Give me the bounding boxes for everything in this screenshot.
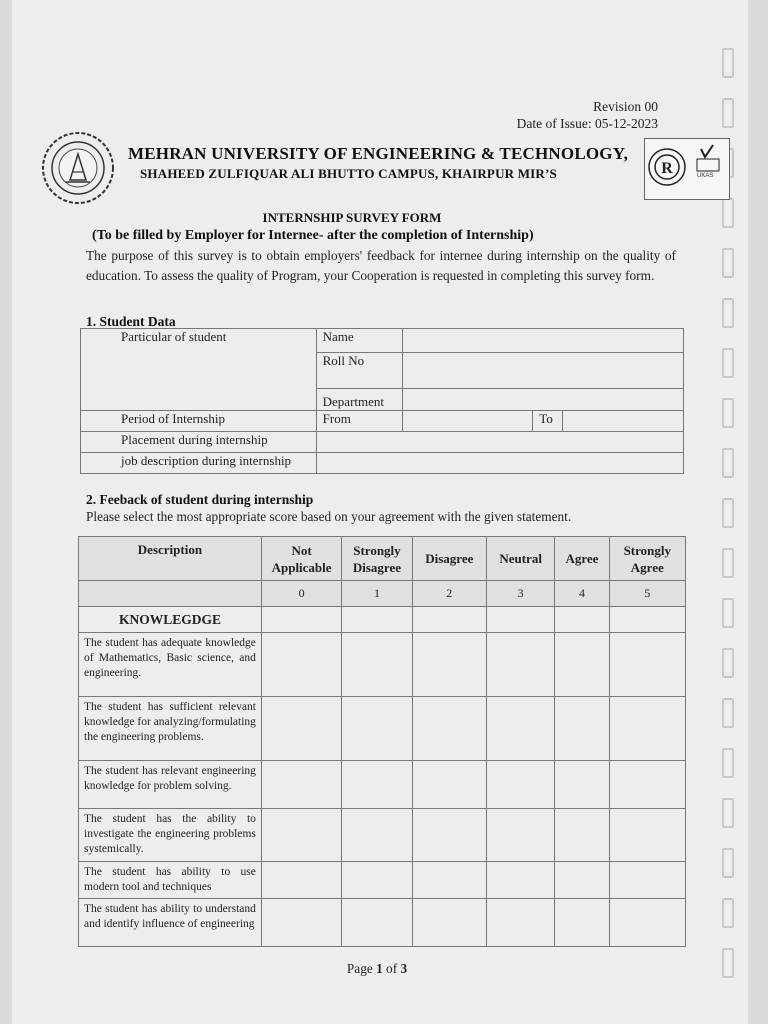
score-cell[interactable]: [486, 697, 554, 761]
to-field[interactable]: [563, 411, 684, 432]
score-cell[interactable]: [261, 761, 341, 809]
header-line: Disagree: [352, 559, 402, 575]
strongly-disagree-header: [342, 537, 412, 581]
campus-name: SHAHEED ZULFIQUAR ALI BHUTTO CAMPUS, KHAIRPUR MIR’S: [140, 166, 557, 181]
revision-block: [517, 98, 658, 132]
roll-no-label: Roll No: [316, 353, 402, 389]
score-cell[interactable]: [412, 697, 486, 761]
score-3: 3: [486, 581, 554, 607]
score-cell[interactable]: [555, 697, 609, 761]
student-data-table: [80, 328, 684, 474]
score-cell[interactable]: [412, 899, 486, 947]
page-label: Page: [346, 961, 377, 976]
binder-hole: [722, 198, 734, 228]
particular-label: Particular of student: [81, 329, 317, 411]
score-cell[interactable]: [342, 899, 412, 947]
neutral-header: Neutral: [486, 537, 554, 581]
section-2-heading: 2. Feeback of student during internship: [86, 492, 314, 507]
score-cell[interactable]: [609, 809, 685, 862]
score-cell[interactable]: [342, 607, 412, 633]
binder-hole: [722, 348, 734, 378]
page-number: 1: [376, 961, 383, 976]
header-line: Strongly: [623, 542, 671, 558]
knowledge-category: KNOWLEGDGE: [79, 607, 262, 633]
revision-label: Revision 00: [593, 99, 658, 114]
binder-hole: [722, 698, 734, 728]
department-label: Department: [316, 389, 402, 411]
page-footer: [12, 961, 742, 977]
university-name: MEHRAN UNIVERSITY OF ENGINEERING & TECHNOLOGY,: [128, 144, 629, 163]
agree-header: Agree: [555, 537, 609, 581]
score-cell[interactable]: [342, 809, 412, 862]
score-cell[interactable]: [261, 633, 341, 697]
form-title: INTERNSHIP SURVEY FORM: [262, 210, 442, 225]
score-cell[interactable]: [486, 899, 554, 947]
roll-no-field[interactable]: [402, 353, 683, 389]
score-cell[interactable]: [609, 761, 685, 809]
header-line: Applicable: [271, 559, 332, 575]
description-header: Description: [79, 537, 262, 581]
strongly-agree-header: [609, 537, 685, 581]
binder-hole: [722, 548, 734, 578]
disagree-header: Disagree: [412, 537, 486, 581]
binder-hole: [722, 798, 734, 828]
page-total: 3: [400, 961, 408, 976]
ukas-mark: UKAS: [697, 173, 714, 179]
score-cell[interactable]: [261, 697, 341, 761]
binder-hole: [722, 398, 734, 428]
certification-seal-icon: [645, 139, 729, 199]
binder-hole: [722, 598, 734, 628]
name-label: Name: [316, 329, 402, 353]
score-cell[interactable]: [555, 761, 609, 809]
binder-hole: [722, 498, 734, 528]
score-cell[interactable]: [486, 761, 554, 809]
score-cell[interactable]: [555, 607, 609, 633]
purpose-paragraph: The purpose of this survey is to obtain employers' feedback for internee during internship on the quality of education. To assess the quality of Program, your Cooperation is requested in completing this survey form.: [86, 248, 676, 283]
binder-hole: [722, 298, 734, 328]
section-1-heading: 1. Student Data: [86, 314, 176, 329]
binder-hole: [722, 98, 734, 128]
score-cell[interactable]: [261, 861, 341, 898]
score-cell[interactable]: [412, 633, 486, 697]
section-2-instruction: Please select the most appropriate score based on your agreement with the given statement.: [86, 509, 572, 524]
binder-hole: [722, 48, 734, 78]
score-cell[interactable]: [609, 607, 685, 633]
of-label: of: [382, 961, 401, 976]
statement-4: The student has the ability to investigate the engineering problems systemically.: [79, 809, 262, 862]
date-of-issue: Date of Issue: 05-12-2023: [516, 116, 658, 131]
score-0: 0: [261, 581, 341, 607]
binder-hole: [722, 248, 734, 278]
binder-hole: [722, 748, 734, 778]
score-2: 2: [412, 581, 486, 607]
score-cell[interactable]: [486, 633, 554, 697]
statement-3: The student has relevant engineering knowledge for problem solving.: [79, 761, 262, 809]
score-cell[interactable]: [412, 761, 486, 809]
to-label: To: [533, 411, 563, 432]
binder-hole: [722, 648, 734, 678]
score-cell[interactable]: [261, 899, 341, 947]
score-5: 5: [609, 581, 685, 607]
period-label: Period of Internship: [81, 411, 317, 432]
score-cell[interactable]: [342, 761, 412, 809]
score-cell[interactable]: [261, 607, 341, 633]
score-cell[interactable]: [555, 633, 609, 697]
score-cell[interactable]: [609, 899, 685, 947]
score-cell[interactable]: [486, 809, 554, 862]
from-label: From: [316, 411, 402, 432]
binder-hole: [722, 448, 734, 478]
placement-label: Placement during internship: [81, 432, 317, 453]
score-cell[interactable]: [609, 697, 685, 761]
score-cell[interactable]: [261, 809, 341, 862]
certification-badge: [644, 138, 730, 200]
header-line: Agree: [630, 559, 664, 575]
score-1: 1: [342, 581, 412, 607]
score-cell[interactable]: [412, 809, 486, 862]
score-cell[interactable]: [609, 861, 685, 898]
score-cell[interactable]: [342, 633, 412, 697]
binder-hole: [722, 848, 734, 878]
svg-text:R: R: [661, 160, 673, 177]
placement-field[interactable]: [316, 432, 683, 453]
score-cell[interactable]: [555, 809, 609, 862]
score-cell[interactable]: [486, 861, 554, 898]
statement-5: The student has ability to use modern tool and techniques: [79, 861, 262, 898]
score-4: 4: [555, 581, 609, 607]
header-line: Strongly: [353, 542, 401, 558]
statement-1: The student has adequate knowledge of Mathematics, Basic science, and engineering.: [79, 633, 262, 697]
binder-hole: [722, 898, 734, 928]
not-applicable-header: [261, 537, 341, 581]
statement-6: The student has ability to understand and identify influence of engineering: [79, 899, 262, 947]
department-field[interactable]: [402, 389, 683, 411]
feedback-table: [78, 536, 686, 947]
statement-2: The student has sufficient relevant knowledge for analyzing/formulating the engineering problems.: [79, 697, 262, 761]
job-description-field[interactable]: [316, 453, 683, 474]
score-cell[interactable]: [555, 899, 609, 947]
score-cell[interactable]: [412, 607, 486, 633]
score-header-blank: [79, 581, 262, 607]
university-logo-icon: [40, 130, 116, 206]
score-cell[interactable]: [486, 607, 554, 633]
from-field[interactable]: [402, 411, 533, 432]
score-cell[interactable]: [609, 633, 685, 697]
name-field[interactable]: [402, 329, 683, 353]
document-page: [12, 0, 748, 1024]
score-cell[interactable]: [555, 861, 609, 898]
form-subtitle: (To be filled by Employer for Internee- after the completion of Internship): [92, 228, 534, 243]
job-description-label: job description during internship: [81, 453, 317, 474]
score-cell[interactable]: [412, 861, 486, 898]
header-line: Not: [291, 542, 312, 558]
score-cell[interactable]: [342, 697, 412, 761]
score-cell[interactable]: [342, 861, 412, 898]
